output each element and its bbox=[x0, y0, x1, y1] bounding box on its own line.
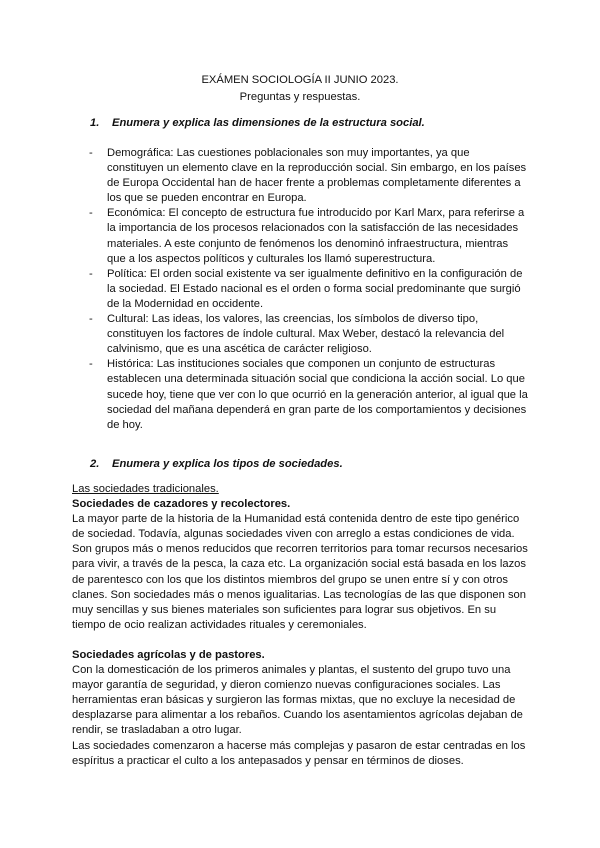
section-subtitle: Las sociedades tradicionales. bbox=[72, 483, 219, 495]
list-item-text: Histórica: Las instituciones sociales que componen un conjunto de estructuras establecen una determinada situación social que condiciona la acción social. Lo que sucede hoy, tiene que ver con lo que ocurrió en la generación anterior, al igual que la sociedad del mañana dependerá en gran parte de los comportamientos y decisiones de hoy. bbox=[107, 358, 528, 431]
question-2-text: Enumera y explica los tipos de sociedades. bbox=[112, 458, 343, 470]
question-2-number: 2. bbox=[90, 458, 100, 470]
document-subtitle: Preguntas y respuestas. bbox=[239, 91, 361, 103]
section-2-body bbox=[72, 482, 532, 769]
list-dash: - bbox=[89, 207, 93, 220]
list-item bbox=[89, 146, 529, 206]
list-dash: - bbox=[89, 313, 93, 326]
question-1-text: Enumera y explica las dimensiones de la estructura social. bbox=[112, 117, 425, 129]
list-item-text: Política: El orden social existente va ser igualmente definitivo en la configuración de la sociedad. El Estado nacional es el orden o forma social predominante que surgió de la Modernidad en occidente. bbox=[107, 267, 523, 310]
agri-paragraph-1: Con la domesticación de los primeros animales y plantas, el sustento del grupo tuvo una mayor garantía de seguridad, y dieron comienzo nuevas configuraciones sociales. Las herramientas eran básicas y surgieron las formas mixtas, que no excluye la necesidad de desplazarse para alimentar a los rebaños. Cuando los asentamientos agrícolas dejaban de rendir, se trasladaban a otro lugar. bbox=[72, 664, 523, 737]
list-dash: - bbox=[89, 267, 93, 280]
list-item-text: Demográfica: Las cuestiones poblacionales son muy importantes, ya que constituyen un elemento clave en la reproducción social. Sin embargo, en los países de Europa Occidental han de hacer frente a problemas completamente diferentes a los que se pueden encontrar en Europa. bbox=[107, 147, 527, 205]
list-dash: - bbox=[89, 358, 93, 371]
list-item bbox=[89, 312, 529, 357]
document-header bbox=[0, 72, 600, 106]
list-item-text: Cultural: Las ideas, los valores, las creencias, los símbolos de diverso tipo, constituyen los factores de índole cultural. Max Weber, destacó la relevancia del calvinismo, que es una ascética de carácter religioso. bbox=[107, 313, 505, 356]
hunters-title: Sociedades de cazadores y recolectores. bbox=[72, 498, 291, 511]
paragraph-gap bbox=[72, 633, 532, 648]
hunters-paragraph: La mayor parte de la historia de la Humanidad está contenida dentro de este tipo genérico de sociedad. Todavía, algunas sociedades viven con arreglo a estas condiciones de vida. Son grupos más o menos reducidos que recorren territorios para tomar recursos necesarios para vivir, a través de la pesca, la caza etc. La organización social está basada en los lazos de parentesco con los que los distintos miembros del grupo se unen entre sí y con otros clanes. Son sociedades más o menos igualitarias. Las tecnologías de las que disponen son muy sencillas y sus bienes materiales son suficientes para lograr sus objetivos. En su tiempo de ocio realizan actividades rituales y ceremoniales. bbox=[72, 513, 528, 631]
agri-paragraph-2: Las sociedades comenzaron a hacerse más complejas y pasaron de estar centradas en los espíritus a practicar el culto a los antepasados y pensar en términos de dioses. bbox=[72, 739, 526, 767]
list-item-text: Económica: El concepto de estructura fue introducido por Karl Marx, para referirse a la importancia de los procesos relacionados con la satisfacción de las necesidades materiales. A este conjunto de fenómenos los denominó infraestructura, mientras que a los aspectos políticos y culturales los llamó superestructura. bbox=[107, 207, 525, 265]
list-item bbox=[89, 267, 529, 312]
list-item bbox=[89, 357, 529, 432]
document-title: EXÁMEN SOCIOLOGÍA II JUNIO 2023. bbox=[201, 74, 399, 86]
dimensions-list bbox=[89, 146, 529, 433]
list-dash: - bbox=[89, 147, 93, 159]
agri-title: Sociedades agrícolas y de pastores. bbox=[72, 648, 265, 661]
question-1-number: 1. bbox=[90, 117, 100, 129]
list-item bbox=[89, 206, 529, 266]
